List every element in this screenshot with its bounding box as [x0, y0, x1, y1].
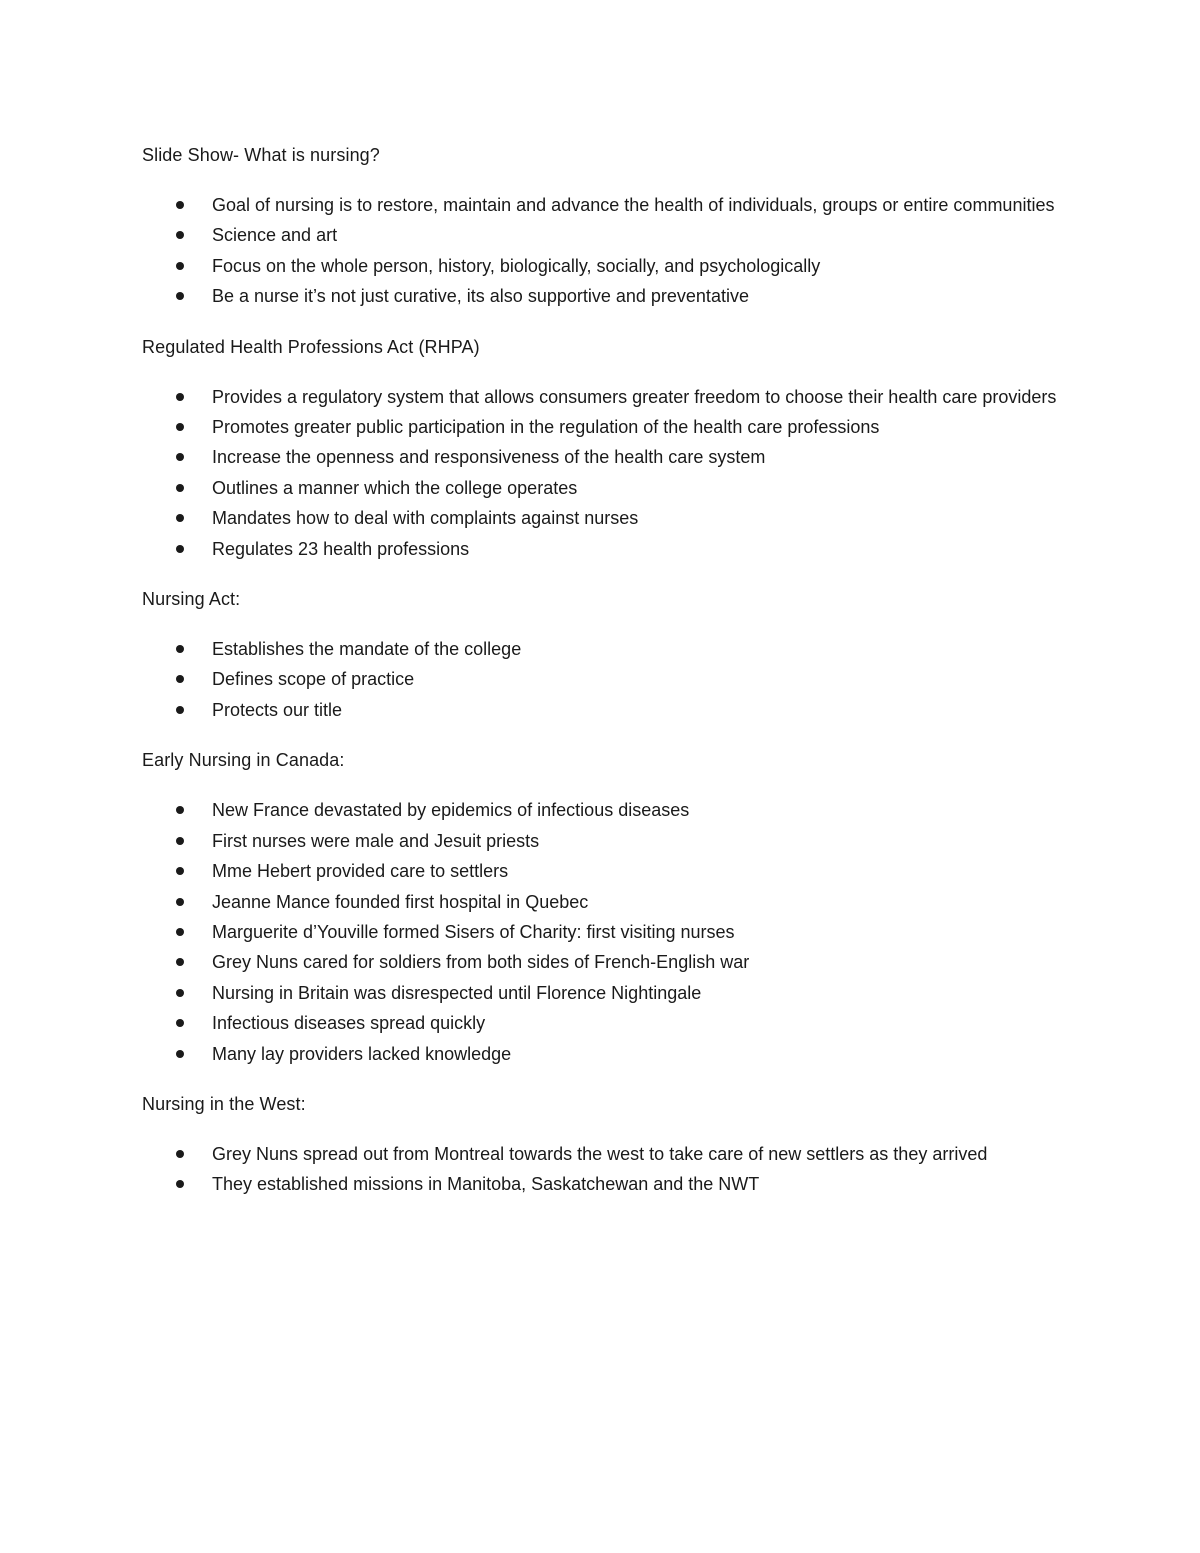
list-item	[142, 695, 1062, 725]
list-item	[142, 1039, 1062, 1069]
bullet-list	[142, 382, 1062, 564]
section-early-nursing-canada	[142, 745, 1062, 1069]
list-item	[142, 887, 1062, 917]
list-item	[142, 664, 1062, 694]
bullet-icon	[176, 989, 184, 997]
bullet-icon	[176, 262, 184, 270]
bullet-icon	[176, 645, 184, 653]
list-item-text: They established missions in Manitoba, Saskatchewan and the NWT	[212, 1174, 760, 1195]
bullet-icon	[176, 958, 184, 966]
bullet-icon	[176, 1019, 184, 1027]
list-item-text: First nurses were male and Jesuit priests	[212, 830, 540, 851]
list-item-text: Goal of nursing is to restore, maintain and advance the health of individuals, groups or entire communities	[212, 195, 1055, 215]
bullet-icon	[176, 1180, 184, 1188]
list-item	[142, 473, 1062, 503]
list-item-text: Regulates 23 health professions	[212, 538, 470, 559]
list-item	[142, 1169, 1062, 1199]
bullet-icon	[176, 806, 184, 814]
bullet-icon	[176, 545, 184, 553]
list-item-text: Science and art	[212, 225, 338, 246]
document-content	[142, 140, 1062, 1220]
bullet-icon	[176, 231, 184, 239]
list-item	[142, 1139, 1062, 1169]
list-item	[142, 281, 1062, 311]
list-item	[142, 1008, 1062, 1038]
list-item	[142, 978, 1062, 1008]
bullet-icon	[176, 928, 184, 936]
list-item-text: Be a nurse it’s not just curative, its also supportive and preventative	[212, 286, 749, 307]
section-heading: Nursing Act:	[142, 589, 241, 610]
section-nursing-act	[142, 584, 1062, 725]
list-item-text: Provides a regulatory system that allows consumers greater freedom to choose their health care providers	[212, 386, 1057, 407]
list-item	[142, 917, 1062, 947]
bullet-list	[142, 190, 1062, 312]
list-item	[142, 826, 1062, 856]
list-item	[142, 856, 1062, 886]
list-item-text: Mandates how to deal with complaints against nurses	[212, 508, 639, 529]
list-item	[142, 382, 1062, 412]
list-item	[142, 442, 1062, 472]
section-nursing-west	[142, 1089, 1062, 1200]
bullet-icon	[176, 706, 184, 714]
bullet-icon	[176, 423, 184, 431]
list-item-text: Outlines a manner which the college operates	[212, 477, 578, 498]
bullet-icon	[176, 1050, 184, 1058]
section-heading: Early Nursing in Canada:	[142, 750, 345, 771]
section-what-is-nursing	[142, 140, 1062, 312]
list-item-text: Protects our title	[212, 699, 343, 720]
list-item	[142, 634, 1062, 664]
list-item-text: Jeanne Mance founded first hospital in Quebec	[212, 891, 589, 912]
bullet-icon	[176, 292, 184, 300]
list-item-text: Nursing in Britain was disrespected until Florence Nightingale	[212, 982, 702, 1003]
bullet-icon	[176, 675, 184, 683]
list-item-text: New France devastated by epidemics of infectious diseases	[212, 800, 690, 821]
list-item-text: Mme Hebert provided care to settlers	[212, 861, 509, 882]
list-item-text: Increase the openness and responsiveness of the health care system	[212, 447, 766, 468]
bullet-icon	[176, 201, 184, 209]
list-item-text: Promotes greater public participation in the regulation of the health care professions	[212, 417, 880, 438]
bullet-list	[142, 634, 1062, 725]
bullet-icon	[176, 393, 184, 401]
bullet-list	[142, 795, 1062, 1069]
list-item	[142, 534, 1062, 564]
bullet-icon	[176, 867, 184, 875]
list-item-text: Focus on the whole person, history, biologically, socially, and psychologically	[212, 255, 821, 276]
list-item-text: Many lay providers lacked knowledge	[212, 1043, 512, 1064]
list-item-text: Infectious diseases spread quickly	[212, 1013, 486, 1034]
list-item-text: Establishes the mandate of the college	[212, 639, 522, 660]
list-item	[142, 220, 1062, 250]
bullet-icon	[176, 898, 184, 906]
bullet-icon	[176, 484, 184, 492]
list-item	[142, 503, 1062, 533]
list-item	[142, 412, 1062, 442]
section-heading: Regulated Health Professions Act (RHPA)	[142, 336, 480, 357]
list-item	[142, 190, 1062, 220]
bullet-icon	[176, 514, 184, 522]
section-heading: Slide Show- What is nursing?	[142, 145, 380, 165]
list-item	[142, 795, 1062, 825]
section-heading: Nursing in the West:	[142, 1093, 306, 1114]
list-item-text: Marguerite d’Youville formed Sisers of Charity: first visiting nurses	[212, 921, 735, 942]
bullet-icon	[176, 1150, 184, 1158]
list-item-text: Grey Nuns spread out from Montreal towards the west to take care of new settlers as they arrived	[212, 1143, 988, 1164]
list-item	[142, 251, 1062, 281]
bullet-icon	[176, 837, 184, 845]
bullet-icon	[176, 453, 184, 461]
list-item-text: Defines scope of practice	[212, 669, 415, 690]
list-item-text: Grey Nuns cared for soldiers from both sides of French-English war	[212, 952, 750, 973]
bullet-list	[142, 1139, 1062, 1200]
section-rhpa	[142, 332, 1062, 564]
list-item	[142, 947, 1062, 977]
